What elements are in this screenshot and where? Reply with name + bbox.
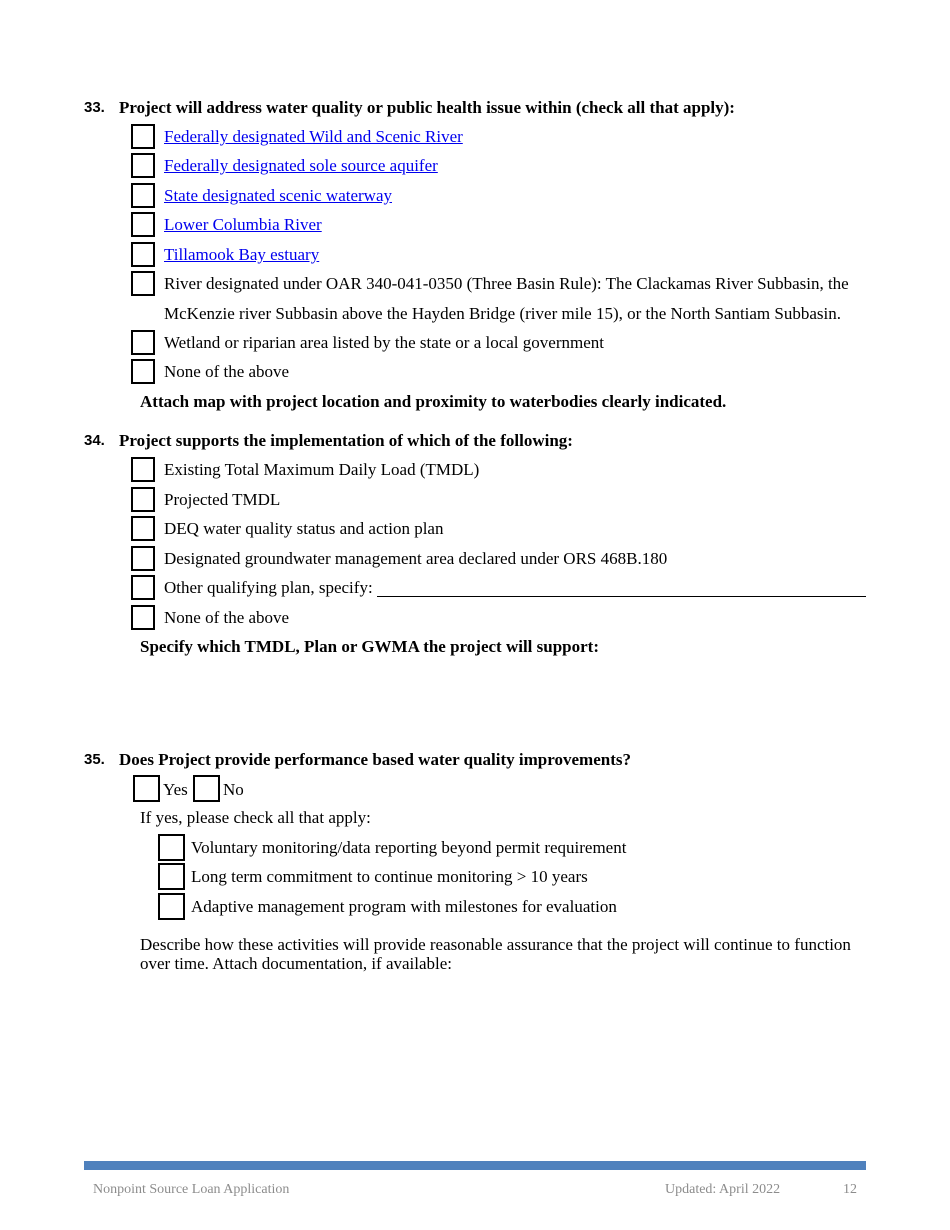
option-label-continuation: McKenzie river Subbasin above the Hayden Bridge (river mile 15), or the North Santiam Subbasin. — [164, 304, 841, 323]
checkbox[interactable] — [131, 330, 155, 355]
option-label: Adaptive management program with milestones for evaluation — [191, 897, 617, 916]
q35-describe-line-1: Describe how these activities will provide reasonable assurance that the project will continue to function — [140, 935, 851, 954]
link-scenic-waterway[interactable]: State designated scenic waterway — [164, 186, 392, 205]
option-label: DEQ water quality status and action plan — [164, 519, 444, 538]
question-34-text: Project supports the implementation of which of the following: — [119, 431, 573, 450]
no-checkbox[interactable] — [193, 775, 220, 802]
question-35-text: Does Project provide performance based water quality improvements? — [119, 750, 631, 769]
page-number: 12 — [843, 1182, 857, 1197]
question-33-number: 33. — [84, 99, 105, 116]
option-label: River designated under OAR 340-041-0350 (Three Basin Rule): The Clackamas River Subbasin, the — [164, 274, 849, 293]
question-33-text: Project will address water quality or public health issue within (check all that apply): — [119, 98, 735, 117]
checkbox[interactable] — [131, 124, 155, 149]
yes-checkbox[interactable] — [133, 775, 160, 802]
link-tillamook-bay-estuary[interactable]: Tillamook Bay estuary — [164, 245, 320, 264]
checkbox[interactable] — [131, 605, 155, 630]
option-label: None of the above — [164, 362, 290, 381]
option-label: Long term commitment to continue monitoring > 10 years — [191, 867, 588, 886]
option-label: Wetland or riparian area listed by the state or a local government — [164, 333, 604, 352]
checkbox[interactable] — [158, 893, 185, 920]
checkbox[interactable] — [158, 863, 185, 890]
question-35-number: 35. — [84, 751, 105, 768]
q34-specify-note: Specify which TMDL, Plan or GWMA the project will support: — [140, 637, 599, 656]
checkbox[interactable] — [131, 271, 155, 296]
yes-label: Yes — [163, 780, 188, 799]
link-sole-source-aquifer[interactable]: Federally designated sole source aquifer — [164, 156, 438, 175]
checkbox[interactable] — [131, 516, 155, 541]
checkbox[interactable] — [131, 212, 155, 237]
checkbox[interactable] — [131, 153, 155, 178]
q35-yes-no — [133, 775, 263, 804]
link-wild-scenic-river[interactable]: Federally designated Wild and Scenic River — [164, 127, 463, 146]
checkbox[interactable] — [131, 487, 155, 512]
link-lower-columbia-river[interactable]: Lower Columbia River — [164, 215, 322, 234]
footer-updated: Updated: April 2022 — [665, 1182, 781, 1197]
q35-describe-line-2: over time. Attach documentation, if available: — [140, 954, 453, 973]
option-label: Projected TMDL — [164, 490, 281, 509]
question-34-number: 34. — [84, 432, 105, 449]
no-label: No — [223, 780, 244, 799]
q33-attach-note: Attach map with project location and proximity to waterbodies clearly indicated. — [140, 392, 727, 411]
option-label: Designated groundwater management area declared under ORS 468B.180 — [164, 549, 668, 568]
option-label: Other qualifying plan, specify: — [164, 578, 373, 597]
option-label: Voluntary monitoring/data reporting beyond permit requirement — [191, 838, 627, 857]
checkbox[interactable] — [131, 183, 155, 208]
checkbox[interactable] — [131, 546, 155, 571]
footer-bar — [84, 1161, 866, 1170]
checkbox[interactable] — [131, 359, 155, 384]
other-plan-specify-field[interactable] — [377, 578, 866, 597]
checkbox[interactable] — [131, 575, 155, 600]
footer-title: Nonpoint Source Loan Application — [93, 1182, 290, 1197]
checkbox[interactable] — [131, 242, 155, 267]
checkbox[interactable] — [131, 457, 155, 482]
checkbox[interactable] — [158, 834, 185, 861]
q35-if-yes: If yes, please check all that apply: — [140, 808, 371, 827]
option-label: Existing Total Maximum Daily Load (TMDL) — [164, 460, 480, 479]
option-label: None of the above — [164, 608, 290, 627]
